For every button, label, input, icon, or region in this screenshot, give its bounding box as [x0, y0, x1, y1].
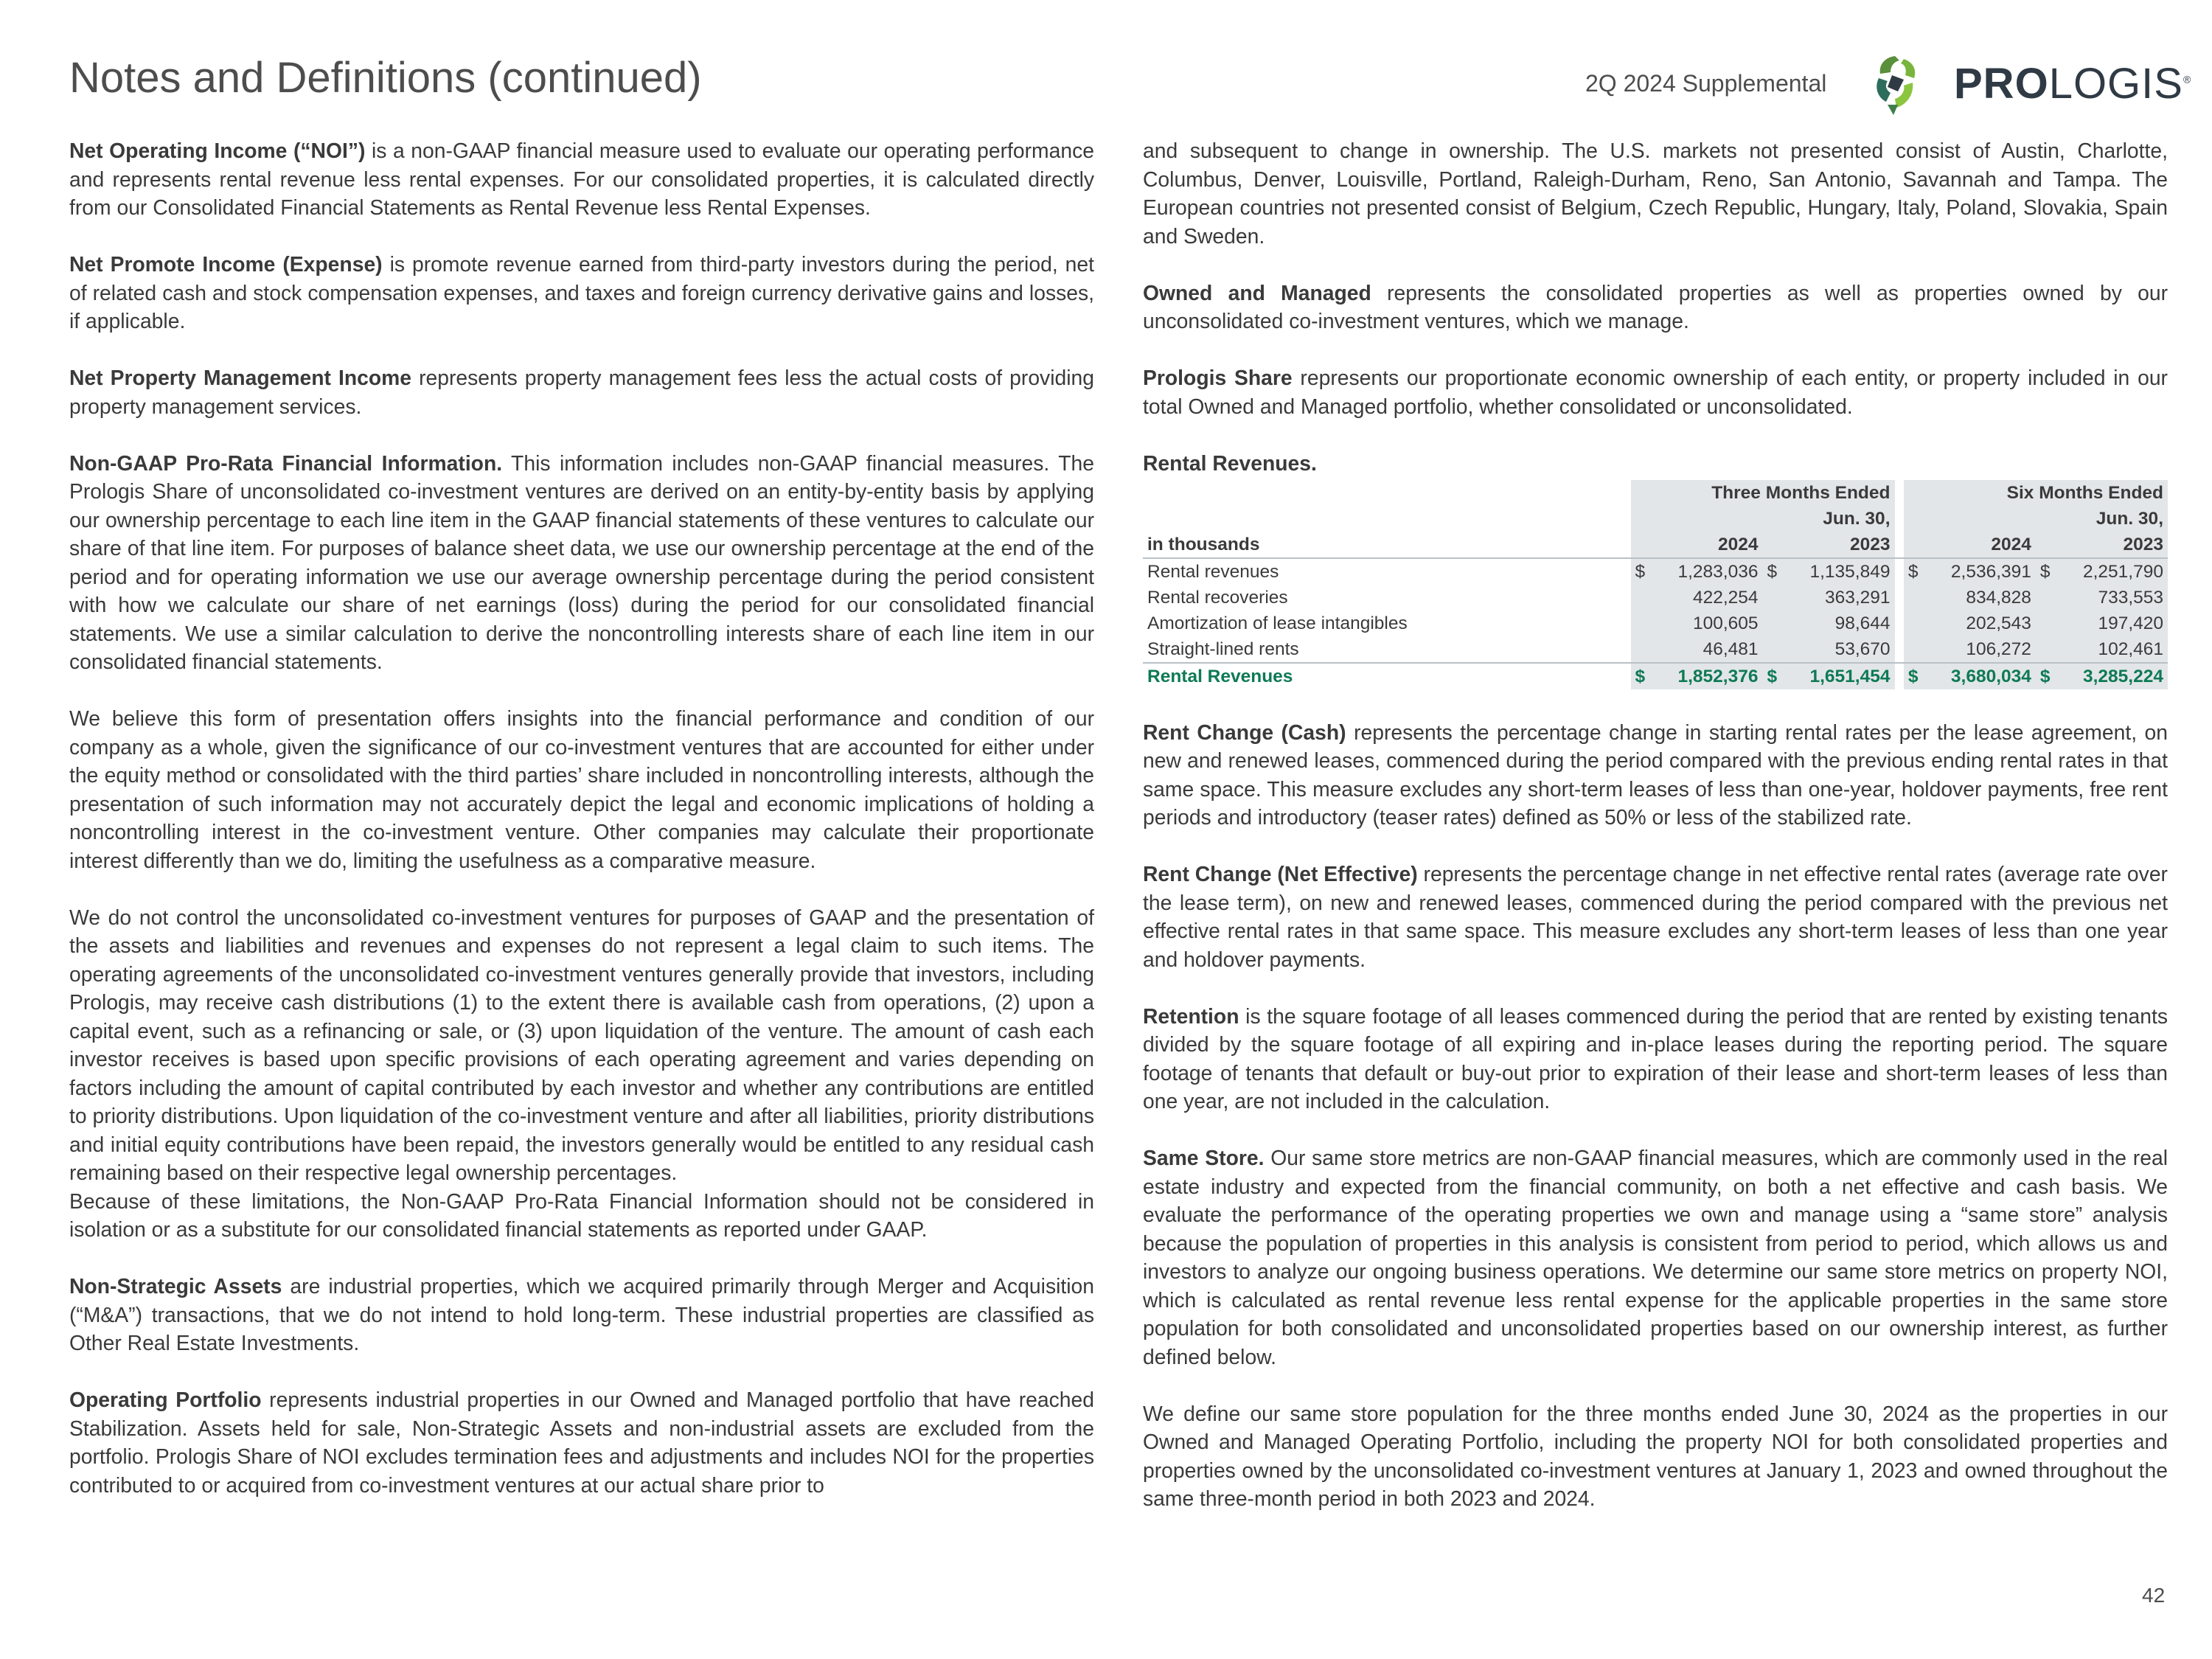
table-cell: 53,670	[1780, 636, 1895, 663]
currency-symbol	[1904, 585, 1921, 611]
definition-paragraph	[1143, 1002, 2168, 1116]
right-column	[1143, 136, 2168, 1513]
table-cell: 2,251,790	[2053, 558, 2168, 585]
table-row	[1143, 585, 2168, 611]
table-cell: 3,285,224	[2053, 663, 2168, 689]
definition-text: is the square footage of all leases commenced during the period that are rented by existing tenants divided by the square footage of all expiring and in-place leases during the reporting period. The square footage of tenants that default or buy-out prior to expiration of their lease and short-term leases of less than one year, are not included in the calculation.	[1143, 1004, 2168, 1113]
definition-paragraph	[1143, 860, 2168, 973]
rental-revenues-table	[1143, 480, 2168, 689]
currency-symbol: $	[1763, 558, 1780, 585]
table-row	[1143, 558, 2168, 585]
definition-paragraph	[69, 1272, 1094, 1357]
definition-paragraph	[1143, 718, 2168, 832]
definition-term: Net Operating Income (“NOI”)	[69, 139, 366, 162]
page-number: 42	[2142, 1584, 2166, 1607]
currency-symbol: $	[2036, 663, 2053, 689]
table-header-row-groups	[1143, 480, 2168, 506]
definition-text: is a non-GAAP financial measure used to evaluate our operating performance and represents rental revenue less rental expenses. For our consolidated properties, it is calculated directly from our Consolidated Financial Statements as Rental Revenue less Rental Expenses.	[69, 139, 1094, 219]
six-months-header: Six Months Ended	[1904, 480, 2168, 506]
definition-text: represents the consolidated properties as well as properties owned by our unconsolidated co-investment ventures, which we manage.	[1143, 280, 2168, 333]
definition-term: Same Store.	[1143, 1146, 1265, 1169]
definition-text: and subsequent to change in ownership. The U.S. markets not presented consist of Austin, Charlotte, Columbus, Denver, Louisville, Portland, Raleigh-Durham, Reno, San Antonio, Savannah and Tampa. The European countries not presented consist of Belgium, Czech Republic, Hungary, Italy, Poland, Slovakia, Spain and Sweden.	[1143, 139, 2168, 248]
table-row	[1143, 611, 2168, 636]
table-cell: 834,828	[1921, 585, 2036, 611]
definition-text: Our same store metrics are non-GAAP financial measures, which are commonly used in the real estate industry and expected from the financial community, on both a net effective and cash basis. We evaluate the performance of the operating properties we own and manage using a “same store” analysis because the population of properties in this analysis is consistent from period to period, which allows us and investors to analyze our ongoing business operations. We determine our same store metrics on property NOI, which is calculated as rental revenue less rental expense for the applicable properties in the same store population for both consolidated and unconsolidated properties based on our ownership interest, as further defined below.	[1143, 1146, 2168, 1368]
definition-text: Because of these limitations, the Non-GAAP Pro-Rata Financial Information should not be considered in isolation or as a substitute for our consolidated financial statements as reported under GAAP.	[69, 1189, 1094, 1241]
logo-text-bold: PRO	[1954, 60, 2049, 108]
definition-term: Rent Change (Net Effective)	[1143, 862, 1418, 886]
right-bottom-definitions	[1143, 718, 2168, 1513]
table-cell: 98,644	[1780, 611, 1895, 636]
currency-symbol: $	[1631, 558, 1648, 585]
three-months-header: Three Months Ended	[1631, 480, 1895, 506]
table-cell: 106,272	[1921, 636, 2036, 663]
table-cell: 197,420	[2053, 611, 2168, 636]
table-cell: 3,680,034	[1921, 663, 2036, 689]
definition-paragraph	[1143, 136, 2168, 250]
definition-text: We do not control the unconsolidated co-investment ventures for purposes of GAAP and the presentation of the assets and liabilities and revenues and expenses do not represent a legal claim to such items. The operating agreements of the unconsolidated co-investment ventures generally provide that investors, including Prologis, may receive cash distributions (1) to the extent there is available cash from operations, (2) upon a capital event, such as a refinancing or sale, or (3) upon liquidation of the venture. The amount of cash each investor receives is based upon specific provisions of each operating agreement and varies depending on factors including the amount of capital contributed by each investor and whether any contributions are entitled to priority distributions. Upon liquidation of the co-investment venture and after all liabilities, priority distributions and initial equity contributions have been repaid, the investors generally would be entitled to any residual cash remaining based on their respective legal ownership percentages.	[69, 905, 1094, 1184]
table-cell: 363,291	[1780, 585, 1895, 611]
definition-text: This information includes non-GAAP financial measures. The Prologis Share of unconsolidated co-investment ventures are derived on an entity-by-entity basis by applying our ownership percentage to each line item in the GAAP financial statements of these ventures to calculate our share of that line item. For purposes of balance sheet data, we use our ownership percentage at the end of the period and for operating information we use our average ownership percentage during the period consistent with how we calculate our share of net earnings (loss) during the period for our consolidated financial statements. We use a similar calculation to derive the noncontrolling interests share of each line item in our consolidated financial statements.	[69, 451, 1094, 673]
definition-text: is promote revenue earned from third-party investors during the period, net of related cash and stock compensation expenses, and taxes and foreign currency derivative gains and losses, if applicable.	[69, 252, 1094, 333]
currency-symbol	[1631, 636, 1648, 663]
six-months-period: Jun. 30,	[1904, 506, 2168, 532]
definition-paragraph	[69, 136, 1094, 222]
year-header: 2023	[1763, 532, 1895, 558]
definition-paragraph	[69, 449, 1094, 676]
year-header: 2024	[1904, 532, 2036, 558]
definition-paragraph	[1143, 364, 2168, 420]
logo-text-light: LOGIS	[2048, 60, 2183, 108]
currency-symbol: $	[1904, 663, 1921, 689]
table-header-row-years	[1143, 532, 2168, 558]
definition-paragraph	[1143, 1399, 2168, 1513]
table-cell: 1,283,036	[1648, 558, 1763, 585]
currency-symbol	[2036, 611, 2053, 636]
definition-paragraph	[69, 1385, 1094, 1499]
definition-text: represents the percentage change in net effective rental rates (average rate over the lease term), on new and renewed leases, commenced during the period compared with the previous net effective rental rates in that same space. This measure excludes any short-term leases of less than one year and holdover payments.	[1143, 862, 2168, 971]
table-cell: 46,481	[1648, 636, 1763, 663]
definition-paragraph	[1143, 279, 2168, 335]
rental-table-title: Rental Revenues.	[1143, 451, 1317, 475]
registered-mark: ®	[2183, 73, 2192, 86]
table-header-row-period	[1143, 506, 2168, 532]
definition-paragraph	[69, 903, 1094, 1187]
row-label: Rental recoveries	[1147, 588, 1288, 608]
currency-symbol: $	[1904, 558, 1921, 585]
definition-term: Net Property Management Income	[69, 366, 412, 389]
row-label: Straight-lined rents	[1147, 639, 1299, 659]
definition-term: Retention	[1143, 1004, 1239, 1028]
definition-term: Non-Strategic Assets	[69, 1274, 282, 1298]
definition-paragraph	[69, 1187, 1094, 1244]
definition-text: represents the percentage change in starting rental rates per the lease agreement, on new and renewed leases, commenced during the period compared with the previous ending rental rates in that same space. This measure excludes any short-term leases of less than one-year, holdover payments, free rent periods and introductory (teaser rates) defined as 50% or less of the stabilized rate.	[1143, 720, 2168, 829]
definition-term: Operating Portfolio	[69, 1388, 262, 1411]
report-subtitle: 2Q 2024 Supplemental	[1585, 70, 1827, 97]
currency-symbol	[1763, 611, 1780, 636]
definition-text: We define our same store population for the three months ended June 30, 2024 as the properties in our Owned and Managed Operating Portfolio, including the property NOI for both consolidated properties and properties owned by the unconsolidated co-investment ventures at January 1, 2023 and owned throughout the same three-month period in both 2023 and 2024.	[1143, 1401, 2168, 1510]
year-header: 2024	[1631, 532, 1763, 558]
currency-symbol	[1904, 636, 1921, 663]
table-cell: 733,553	[2053, 585, 2168, 611]
definition-text: We believe this form of presentation offers insights into the financial performance and condition of our company as a whole, given the significance of our co-investment ventures that are accounted for either under the equity method or consolidated with the third parties’ share included in noncontrolling interests, although the presentation of such information may not accurately depict the legal and economic implications of holding a noncontrolling interest in the co-investment venture. Other companies may calculate their proportionate interest differently than we do, limiting the usefulness as a comparative measure.	[69, 706, 1094, 872]
table-cell: 2,536,391	[1921, 558, 2036, 585]
currency-symbol	[2036, 636, 2053, 663]
table-cell: 202,543	[1921, 611, 2036, 636]
table-row	[1143, 636, 2168, 663]
definition-term: Rent Change (Cash)	[1143, 720, 1346, 744]
table-cell: 422,254	[1648, 585, 1763, 611]
currency-symbol	[2036, 585, 2053, 611]
table-cell: 1,651,454	[1780, 663, 1895, 689]
unit-label: in thousands	[1143, 532, 1631, 558]
currency-symbol	[1763, 636, 1780, 663]
definition-paragraph	[69, 250, 1094, 335]
three-months-period: Jun. 30,	[1631, 506, 1895, 532]
currency-symbol	[1631, 611, 1648, 636]
left-column	[69, 136, 1094, 1499]
definition-text: represents industrial properties in our Owned and Managed portfolio that have reached Stabilization. Assets held for sale, Non-Strategic Assets and non-industrial assets are excluded from the portfolio. Prologis Share of NOI excludes termination fees and adjustments and includes NOI for the properties contributed to or acquired from co-investment ventures at our actual share prior to	[69, 1388, 1094, 1497]
currency-symbol: $	[1763, 663, 1780, 689]
currency-symbol	[1904, 611, 1921, 636]
definition-term: Prologis Share	[1143, 366, 1293, 389]
definition-paragraph	[69, 364, 1094, 420]
currency-symbol: $	[2036, 558, 2053, 585]
table-cell: 1,135,849	[1780, 558, 1895, 585]
right-top-definitions	[1143, 136, 2168, 420]
table-body	[1143, 558, 2168, 689]
definition-term: Non-GAAP Pro-Rata Financial Information.	[69, 451, 503, 475]
table-cell: 100,605	[1648, 611, 1763, 636]
row-label: Amortization of lease intangibles	[1147, 613, 1408, 633]
logo-wordmark	[1954, 59, 2191, 108]
row-label: Rental Revenues	[1143, 663, 1631, 689]
page-title: Notes and Definitions (continued)	[69, 54, 702, 102]
table-cell: 102,461	[2053, 636, 2168, 663]
definition-paragraph	[69, 704, 1094, 874]
table-total-row	[1143, 663, 2168, 689]
table-cell: 1,852,376	[1648, 663, 1763, 689]
definition-term: Owned and Managed	[1143, 280, 1371, 305]
currency-symbol	[1631, 585, 1648, 611]
row-label: Rental revenues	[1147, 562, 1279, 582]
definition-text: represents property management fees less the actual costs of providing property management services.	[69, 366, 1094, 418]
year-header: 2023	[2036, 532, 2168, 558]
definition-paragraph	[1143, 1144, 2168, 1371]
currency-symbol	[1763, 585, 1780, 611]
definition-term: Net Promote Income (Expense)	[69, 252, 383, 276]
definition-text: are industrial properties, which we acquired primarily through Merger and Acquisition (“M&A”) transactions, that we do not intend to hold long-term. These industrial properties are classified as Other Real Estate Investments.	[69, 1274, 1095, 1354]
currency-symbol: $	[1631, 663, 1648, 689]
definition-text: represents our proportionate economic ownership of each entity, or property included in our total Owned and Managed portfolio, whether consolidated or unconsolidated.	[1143, 366, 2168, 418]
